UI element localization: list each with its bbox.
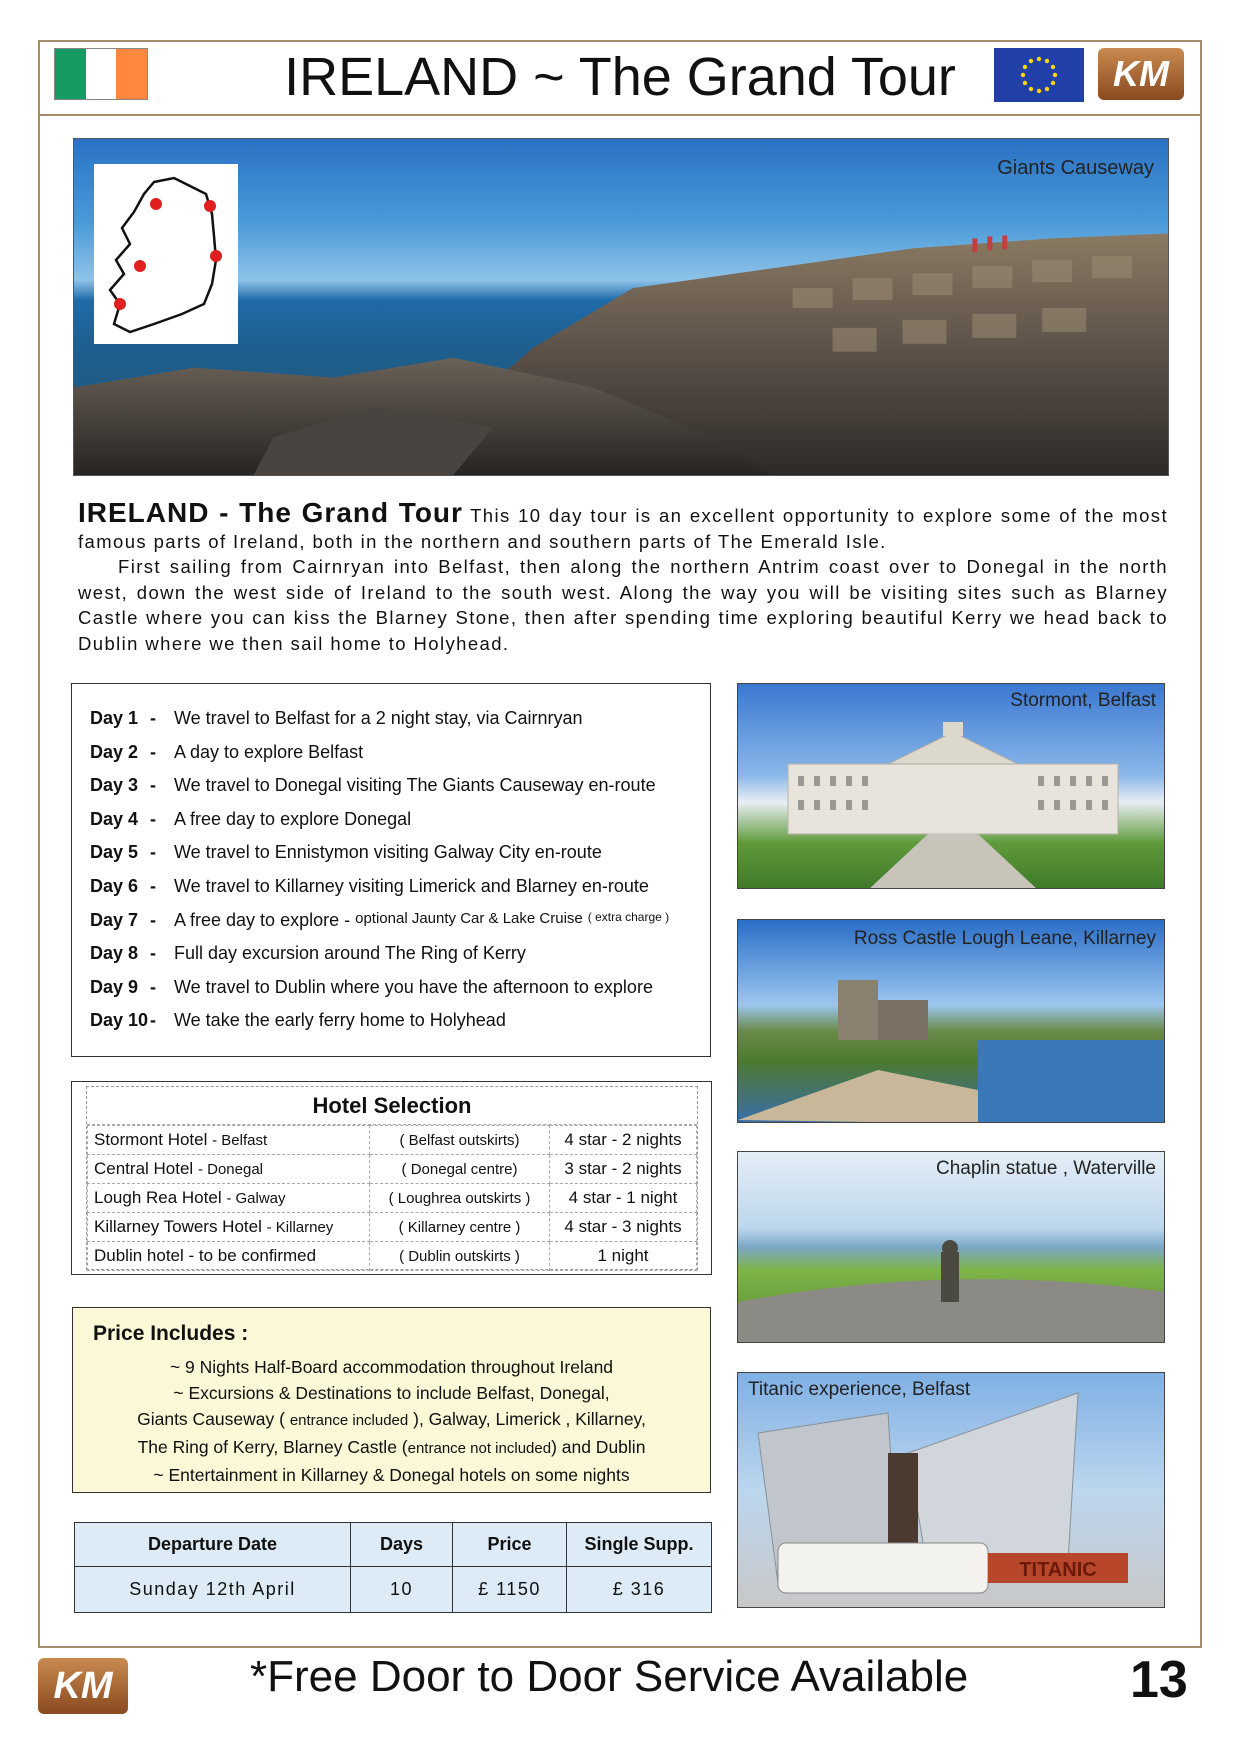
departure-price: £ 1150 — [453, 1567, 567, 1613]
departure-single-supplement: £ 316 — [567, 1567, 712, 1613]
table-row — [88, 1213, 697, 1242]
day-text: Full day excursion around The Ring of Kerry — [174, 943, 526, 964]
chaplin-caption: Chaplin statue , Waterville — [935, 1158, 1156, 1179]
hotel-location: ( Donegal centre) — [370, 1155, 550, 1184]
column-header: Price — [453, 1523, 567, 1567]
intro-paragraph-1: This 10 day tour is an excellent opportunity to explore some of the most famous parts of Ireland, both in the northern and southern parts of The Emerald Isle. — [78, 505, 1168, 552]
itinerary-row: Day 9 - We travel to Dublin where you have the afternoon to explore — [90, 976, 653, 997]
hotel-name: Stormont Hotel — [94, 1130, 208, 1149]
hotel-name: Dublin hotel - to be confirmed — [94, 1246, 317, 1265]
day-label: Day 6 — [90, 875, 139, 896]
table-row — [88, 1126, 697, 1155]
price-line: ~ 9 Nights Half-Board accommodation throughout Ireland — [169, 1357, 614, 1377]
price-line-part: ) and Dublin — [551, 1437, 646, 1457]
itinerary-row: Day 5 - We travel to Ennistymon visiting Galway City en-route — [90, 842, 602, 863]
price-includes-box — [72, 1307, 711, 1493]
table-row — [88, 1155, 697, 1184]
column-header: Single Supp. — [567, 1523, 712, 1567]
hotel-location: ( Belfast outskirts) — [370, 1126, 550, 1155]
ross-castle-caption: Ross Castle Lough Leane, Killarney — [853, 928, 1156, 949]
itinerary-row: Day 2 - A day to explore Belfast — [90, 741, 364, 762]
intro-text — [78, 497, 1168, 656]
day-extra-charge: ( extra charge ) — [587, 909, 670, 924]
hotel-town: - Belfast — [212, 1132, 268, 1149]
table-header-row — [75, 1523, 712, 1567]
hotel-name: Killarney Towers Hotel — [94, 1217, 262, 1236]
stormont-photo — [737, 683, 1165, 889]
footer-tagline: *Free Door to Door Service Available — [250, 1652, 969, 1701]
price-line — [73, 1434, 710, 1462]
itinerary-row: Day 7 - A free day to explore - optional Jaunty Car & Lake Cruise ( extra charge ) — [90, 909, 670, 930]
hotel-selection-title: Hotel Selection — [87, 1087, 697, 1125]
hotel-selection-box — [71, 1081, 712, 1275]
day-optional-text: optional Jaunty Car & Lake Cruise — [355, 909, 583, 927]
titanic-experience-photo — [737, 1372, 1165, 1608]
day-text: We travel to Ennistymon visiting Galway City en-route — [174, 842, 602, 863]
itinerary-row: Day 3 - We travel to Donegal visiting The Giants Causeway en-route — [90, 775, 656, 796]
day-text: A free day to explore - — [174, 909, 351, 930]
intro-paragraph-2: First sailing from Cairnryan into Belfast, then along the northern Antrim coast over to Donegal in the north west, down the west side of Ireland to the south west. Along the way you will be visiting sites such as Blarney Castle where you can kiss the Blarney Stone, then after spending time exploring beautiful Kerry we head back to Dublin where we then sail home to Holyhead. — [78, 556, 1168, 654]
stormont-caption: Stormont, Belfast — [1010, 690, 1156, 711]
price-includes-title: Price Includes : — [93, 1322, 249, 1345]
hotel-table — [87, 1125, 697, 1271]
titanic-sign: TITANIC — [1019, 1559, 1097, 1581]
departure-days: 10 — [351, 1567, 453, 1613]
table-row — [75, 1567, 712, 1613]
km-logo: KM — [1098, 48, 1184, 100]
hotel-town: - Donegal — [197, 1161, 263, 1178]
day-text: We travel to Killarney visiting Limerick and Blarney en-route — [174, 875, 649, 896]
day-label: Day 1 — [90, 708, 139, 728]
ross-castle-photo — [737, 919, 1165, 1123]
intro-lead: IRELAND - The Grand Tour — [78, 497, 463, 528]
itinerary-box — [71, 683, 711, 1057]
day-text: A day to explore Belfast — [174, 741, 364, 762]
price-line-part: The Ring of Kerry, Blarney Castle ( — [137, 1437, 408, 1457]
day-label: Day 3 — [90, 775, 139, 796]
km-logo-footer: KM — [38, 1658, 128, 1714]
eu-flag-icon — [994, 48, 1084, 102]
day-label: Day 2 — [90, 741, 139, 762]
price-line: ~ Excursions & Destinations to include Belfast, Donegal, — [173, 1383, 610, 1403]
day-text: We travel to Belfast for a 2 night stay, via Cairnryan — [174, 708, 583, 728]
day-label: Day 7 — [90, 909, 139, 930]
column-header: Days — [351, 1523, 453, 1567]
hotel-stars: 3 star - 2 nights — [550, 1155, 697, 1184]
day-label: Day 8 — [90, 943, 139, 964]
itinerary-row: Day 6 - We travel to Killarney visiting Limerick and Blarney en-route — [90, 875, 649, 896]
price-line-note: entrance included — [289, 1412, 409, 1429]
price-line — [73, 1406, 710, 1434]
page-number: 13 — [1130, 1651, 1188, 1709]
table-row — [88, 1184, 697, 1213]
hero-caption: Giants Causeway — [997, 157, 1154, 179]
day-label: Day 5 — [90, 842, 139, 863]
itinerary-row: Day 10 - We take the early ferry home to Holyhead — [90, 1010, 506, 1031]
hotel-location: ( Dublin outskirts ) — [370, 1242, 550, 1271]
ireland-map — [94, 164, 238, 344]
column-header: Departure Date — [75, 1523, 351, 1567]
price-line-note: entrance not included — [407, 1440, 552, 1457]
hotel-location: ( Loughrea outskirts ) — [370, 1184, 550, 1213]
hotel-name: Central Hotel — [94, 1159, 194, 1178]
day-text: We travel to Dublin where you have the afternoon to explore — [174, 976, 653, 997]
causeway-rocks-illustration — [74, 139, 1168, 475]
itinerary-row: Day 1 - We travel to Belfast for a 2 night stay, via Cairnryan — [90, 708, 583, 728]
day-label: Day 10 — [90, 1010, 149, 1031]
day-text: We take the early ferry home to Holyhead — [174, 1010, 506, 1031]
giants-causeway-photo — [73, 138, 1169, 476]
price-line: ~ Entertainment in Killarney & Donegal hotels on some nights — [153, 1465, 630, 1485]
hotel-location: ( Killarney centre ) — [370, 1213, 550, 1242]
price-line-part: Giants Causeway ( — [137, 1409, 285, 1429]
day-text: We travel to Donegal visiting The Giants Causeway en-route — [174, 775, 656, 796]
price-line-part: ), Galway, Limerick , Killarney, — [413, 1409, 646, 1429]
departure-date: Sunday 12th April — [75, 1567, 351, 1613]
itinerary-row: Day 8 - Full day excursion around The Ring of Kerry — [90, 943, 526, 964]
hotel-stars: 4 star - 1 night — [550, 1184, 697, 1213]
hotel-town: - Killarney — [266, 1219, 334, 1236]
hotel-stars: 1 night — [550, 1242, 697, 1271]
day-text: A free day to explore Donegal — [174, 808, 412, 829]
day-label: Day 9 — [90, 976, 139, 997]
titanic-caption: Titanic experience, Belfast — [748, 1379, 971, 1400]
day-label: Day 4 — [90, 808, 139, 829]
header-bar — [38, 40, 1202, 116]
itinerary-row: Day 4 - A free day to explore Donegal — [90, 808, 412, 829]
table-row — [88, 1242, 697, 1271]
hotel-stars: 4 star - 2 nights — [550, 1126, 697, 1155]
hotel-town: - Galway — [226, 1190, 286, 1207]
chaplin-statue-photo — [737, 1151, 1165, 1343]
hotel-stars: 4 star - 3 nights — [550, 1213, 697, 1242]
page-title: IRELAND ~ The Grand Tour — [284, 47, 956, 107]
hotel-name: Lough Rea Hotel — [94, 1188, 222, 1207]
departure-table — [74, 1522, 712, 1613]
